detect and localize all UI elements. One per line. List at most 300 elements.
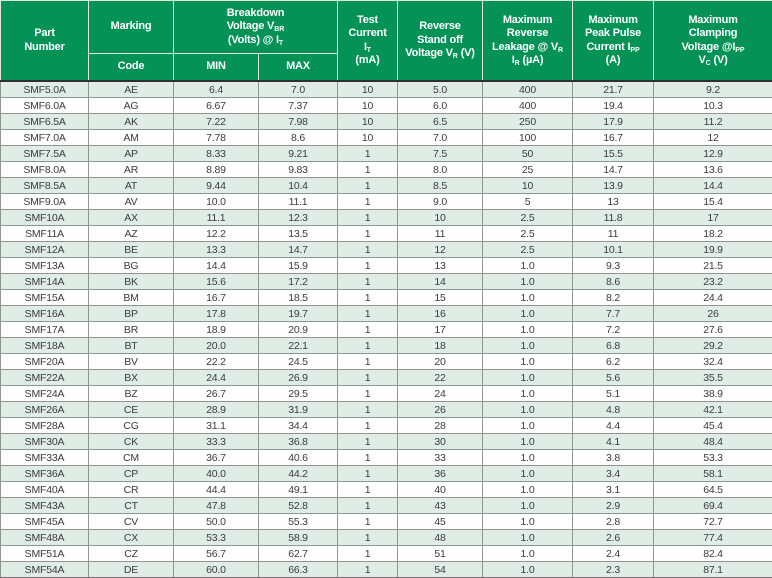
table-cell: 15.5 [573, 146, 654, 162]
table-cell: 1.0 [483, 450, 573, 466]
table-cell: 1 [338, 226, 398, 242]
table-cell: SMF51A [1, 546, 89, 562]
table-cell: BZ [89, 386, 174, 402]
table-cell: 1 [338, 178, 398, 194]
table-cell: 31.9 [259, 402, 338, 418]
table-cell: SMF26A [1, 402, 89, 418]
table-cell: SMF13A [1, 258, 89, 274]
table-cell: 17.9 [573, 114, 654, 130]
table-cell: 12 [654, 130, 772, 146]
table-cell: 17.2 [259, 274, 338, 290]
table-row [1, 306, 772, 322]
table-cell: 1.0 [483, 322, 573, 338]
table-cell: 1.0 [483, 370, 573, 386]
table-cell: 11 [398, 226, 483, 242]
table-cell: 1 [338, 194, 398, 210]
col-header-max-clamping: Maximum Clamping Voltage $@I_{PP}$ $V_C$ (V) [654, 1, 772, 82]
table-cell: 1.0 [483, 258, 573, 274]
table-cell: 44.4 [174, 482, 259, 498]
table-cell: 14.4 [174, 258, 259, 274]
table-cell: 40 [398, 482, 483, 498]
table-cell: 42.1 [654, 402, 772, 418]
table-cell: 1 [338, 162, 398, 178]
table-cell: 36.7 [174, 450, 259, 466]
table-cell: BK [89, 274, 174, 290]
table-cell: 62.7 [259, 546, 338, 562]
table-cell: BG [89, 258, 174, 274]
table-row [1, 370, 772, 386]
table-cell: 22 [398, 370, 483, 386]
table-cell: 13.3 [174, 242, 259, 258]
table-cell: 10.3 [654, 98, 772, 114]
table-cell: CX [89, 530, 174, 546]
table-cell: 14.4 [654, 178, 772, 194]
table-cell: AE [89, 81, 174, 98]
table-row [1, 562, 772, 578]
table-cell: CK [89, 434, 174, 450]
table-cell: 16.7 [174, 290, 259, 306]
table-cell: 2.8 [573, 514, 654, 530]
table-cell: 22.1 [259, 338, 338, 354]
table-cell: 15.4 [654, 194, 772, 210]
table-cell: 2.4 [573, 546, 654, 562]
table-cell: SMF5.0A [1, 81, 89, 98]
table-cell: 1.0 [483, 274, 573, 290]
table-cell: 5.6 [573, 370, 654, 386]
table-cell: 1.0 [483, 354, 573, 370]
table-cell: 13.5 [259, 226, 338, 242]
table-cell: 7.37 [259, 98, 338, 114]
table-cell: SMF6.5A [1, 114, 89, 130]
table-cell: 7.22 [174, 114, 259, 130]
table-cell: 72.7 [654, 514, 772, 530]
table-cell: 10.1 [573, 242, 654, 258]
table-cell: 1.0 [483, 402, 573, 418]
table-cell: 5.1 [573, 386, 654, 402]
table-cell: 17 [398, 322, 483, 338]
table-cell: 17.8 [174, 306, 259, 322]
table-cell: 36 [398, 466, 483, 482]
table-cell: 1 [338, 402, 398, 418]
table-cell: 1 [338, 450, 398, 466]
table-cell: 1 [338, 370, 398, 386]
table-row [1, 434, 772, 450]
table-cell: DE [89, 562, 174, 578]
table-cell: 7.0 [398, 130, 483, 146]
table-cell: 54 [398, 562, 483, 578]
table-cell: 5.0 [398, 81, 483, 98]
table-cell: 50.0 [174, 514, 259, 530]
table-cell: 9.83 [259, 162, 338, 178]
table-cell: 14 [398, 274, 483, 290]
table-cell: 66.3 [259, 562, 338, 578]
table-cell: CP [89, 466, 174, 482]
table-cell: SMF10A [1, 210, 89, 226]
table-cell: AK [89, 114, 174, 130]
table-cell: 26 [654, 306, 772, 322]
table-cell: 33 [398, 450, 483, 466]
table-cell: BR [89, 322, 174, 338]
table-cell: AX [89, 210, 174, 226]
table-cell: BM [89, 290, 174, 306]
table-cell: 10 [338, 81, 398, 98]
table-cell: 10 [338, 114, 398, 130]
table-row [1, 194, 772, 210]
table-cell: 1 [338, 290, 398, 306]
table-cell: CR [89, 482, 174, 498]
table-cell: 2.5 [483, 226, 573, 242]
table-cell: 51 [398, 546, 483, 562]
table-cell: 87.1 [654, 562, 772, 578]
table-cell: 38.9 [654, 386, 772, 402]
col-header-max-reverse-leakage: Maximum Reverse Leakage @ $V_R$ $I_R$ (µA) [483, 1, 573, 82]
table-body [1, 81, 772, 578]
table-cell: 9.0 [398, 194, 483, 210]
table-cell: 20 [398, 354, 483, 370]
table-cell: 3.4 [573, 466, 654, 482]
table-cell: BV [89, 354, 174, 370]
col-subheader-max: MAX [259, 54, 338, 82]
table-cell: 19.4 [573, 98, 654, 114]
table-cell: 58.9 [259, 530, 338, 546]
table-cell: SMF11A [1, 226, 89, 242]
table-cell: 1 [338, 498, 398, 514]
table-row [1, 338, 772, 354]
table-cell: SMF7.0A [1, 130, 89, 146]
table-cell: 15.9 [259, 258, 338, 274]
table-cell: 53.3 [654, 450, 772, 466]
table-cell: 8.0 [398, 162, 483, 178]
table-cell: SMF43A [1, 498, 89, 514]
col-header-reverse-standoff: Reverse Stand off Voltage $V_R$ (V) [398, 1, 483, 82]
table-cell: 11.2 [654, 114, 772, 130]
table-cell: SMF12A [1, 242, 89, 258]
table-cell: 10 [338, 130, 398, 146]
table-cell: SMF17A [1, 322, 89, 338]
table-cell: 34.4 [259, 418, 338, 434]
table-cell: 2.5 [483, 210, 573, 226]
table-cell: 1 [338, 210, 398, 226]
table-cell: 10 [338, 98, 398, 114]
table-cell: 26 [398, 402, 483, 418]
table-cell: 21.7 [573, 81, 654, 98]
table-cell: 28.9 [174, 402, 259, 418]
table-cell: 16.7 [573, 130, 654, 146]
table-row [1, 322, 772, 338]
table-row [1, 114, 772, 130]
table-cell: 35.5 [654, 370, 772, 386]
table-cell: 1.0 [483, 434, 573, 450]
table-cell: SMF36A [1, 466, 89, 482]
table-cell: 400 [483, 81, 573, 98]
table-cell: 1 [338, 530, 398, 546]
table-cell: CV [89, 514, 174, 530]
table-cell: 6.4 [174, 81, 259, 98]
table-cell: 1.0 [483, 338, 573, 354]
table-row [1, 162, 772, 178]
table-cell: 1.0 [483, 514, 573, 530]
table-cell: SMF48A [1, 530, 89, 546]
table-cell: 9.3 [573, 258, 654, 274]
table-cell: 13.9 [573, 178, 654, 194]
table-cell: 45.4 [654, 418, 772, 434]
table-cell: 1 [338, 146, 398, 162]
table-cell: 6.5 [398, 114, 483, 130]
table-cell: 31.1 [174, 418, 259, 434]
table-cell: 69.4 [654, 498, 772, 514]
table-cell: SMF8.0A [1, 162, 89, 178]
table-cell: 5 [483, 194, 573, 210]
table-cell: CM [89, 450, 174, 466]
table-cell: 1 [338, 546, 398, 562]
table-cell: 2.5 [483, 242, 573, 258]
table-cell: 20.9 [259, 322, 338, 338]
col-header-test-current: Test Current $I_T$ (mA) [338, 1, 398, 82]
table-cell: SMF40A [1, 482, 89, 498]
table-cell: 18.2 [654, 226, 772, 242]
col-header-marking: Marking [89, 1, 174, 54]
table-cell: 18.9 [174, 322, 259, 338]
table-cell: BP [89, 306, 174, 322]
table-cell: CG [89, 418, 174, 434]
table-cell: AG [89, 98, 174, 114]
table-cell: CZ [89, 546, 174, 562]
table-cell: 7.7 [573, 306, 654, 322]
table-cell: 40.6 [259, 450, 338, 466]
table-cell: 8.33 [174, 146, 259, 162]
table-cell: SMF6.0A [1, 98, 89, 114]
table-cell: 4.1 [573, 434, 654, 450]
col-subheader-min: MIN [174, 54, 259, 82]
table-cell: 1.0 [483, 482, 573, 498]
table-cell: 8.5 [398, 178, 483, 194]
table-cell: 8.6 [573, 274, 654, 290]
table-cell: 6.67 [174, 98, 259, 114]
table-cell: 53.3 [174, 530, 259, 546]
table-cell: SMF20A [1, 354, 89, 370]
col-header-part-number: Part Number [1, 1, 89, 82]
table-row [1, 130, 772, 146]
table-cell: 12 [398, 242, 483, 258]
table-cell: AV [89, 194, 174, 210]
table-cell: SMF54A [1, 562, 89, 578]
table-cell: 7.78 [174, 130, 259, 146]
table-cell: 1 [338, 466, 398, 482]
table-cell: 24.4 [654, 290, 772, 306]
table-cell: 1.0 [483, 290, 573, 306]
table-cell: 12.2 [174, 226, 259, 242]
table-cell: 10.4 [259, 178, 338, 194]
table-cell: 10 [483, 178, 573, 194]
table-cell: SMF24A [1, 386, 89, 402]
table-cell: 8.6 [259, 130, 338, 146]
table-cell: 6.8 [573, 338, 654, 354]
table-row [1, 450, 772, 466]
table-cell: 24.5 [259, 354, 338, 370]
table-row [1, 498, 772, 514]
table-row [1, 418, 772, 434]
table-row [1, 402, 772, 418]
table-cell: 12.9 [654, 146, 772, 162]
table-cell: 24 [398, 386, 483, 402]
col-header-max-peak-pulse: Maximum Peak Pulse Current $I_{PP}$ (A) [573, 1, 654, 82]
table-cell: 43 [398, 498, 483, 514]
table-cell: 6.2 [573, 354, 654, 370]
table-cell: BX [89, 370, 174, 386]
table-cell: 17 [654, 210, 772, 226]
table-cell: 14.7 [573, 162, 654, 178]
table-cell: 1 [338, 418, 398, 434]
table-row [1, 226, 772, 242]
table-cell: 15.6 [174, 274, 259, 290]
table-row [1, 81, 772, 98]
table-cell: 48.4 [654, 434, 772, 450]
table-cell: 45 [398, 514, 483, 530]
table-cell: 44.2 [259, 466, 338, 482]
table-row [1, 482, 772, 498]
table-cell: 1.0 [483, 546, 573, 562]
table-cell: 11.1 [174, 210, 259, 226]
col-subheader-code: Code [89, 54, 174, 82]
table-cell: SMF15A [1, 290, 89, 306]
table-cell: 30 [398, 434, 483, 450]
table-cell: 1.0 [483, 418, 573, 434]
table-cell: 11.8 [573, 210, 654, 226]
table-row [1, 466, 772, 482]
table-cell: 1 [338, 386, 398, 402]
table-cell: 10.0 [174, 194, 259, 210]
table-cell: 64.5 [654, 482, 772, 498]
table-cell: 7.0 [259, 81, 338, 98]
table-cell: 13.6 [654, 162, 772, 178]
table-cell: 2.9 [573, 498, 654, 514]
table-cell: 14.7 [259, 242, 338, 258]
table-cell: 1 [338, 482, 398, 498]
table-row [1, 146, 772, 162]
table-cell: AR [89, 162, 174, 178]
table-cell: 28 [398, 418, 483, 434]
table-row [1, 258, 772, 274]
table-cell: 400 [483, 98, 573, 114]
table-cell: 58.1 [654, 466, 772, 482]
table-cell: 11 [573, 226, 654, 242]
table-cell: 29.2 [654, 338, 772, 354]
table-cell: 40.0 [174, 466, 259, 482]
table-cell: SMF45A [1, 514, 89, 530]
table-cell: 10 [398, 210, 483, 226]
table-cell: 25 [483, 162, 573, 178]
table-row [1, 274, 772, 290]
table-cell: 1.0 [483, 386, 573, 402]
table-cell: SMF9.0A [1, 194, 89, 210]
table-cell: 1 [338, 306, 398, 322]
table-cell: 7.2 [573, 322, 654, 338]
table-cell: 1 [338, 514, 398, 530]
table-row [1, 290, 772, 306]
table-cell: 3.8 [573, 450, 654, 466]
table-cell: 16 [398, 306, 483, 322]
table-cell: 3.1 [573, 482, 654, 498]
table-cell: AP [89, 146, 174, 162]
table-cell: 1 [338, 354, 398, 370]
table-cell: 36.8 [259, 434, 338, 450]
table-cell: 26.7 [174, 386, 259, 402]
table-cell: 4.4 [573, 418, 654, 434]
table-cell: 9.44 [174, 178, 259, 194]
table-cell: 27.6 [654, 322, 772, 338]
table-cell: 1 [338, 242, 398, 258]
table-cell: 11.1 [259, 194, 338, 210]
table-cell: 48 [398, 530, 483, 546]
table-cell: SMF28A [1, 418, 89, 434]
table-cell: 1.0 [483, 530, 573, 546]
table-row [1, 546, 772, 562]
table-cell: CE [89, 402, 174, 418]
table-cell: 12.3 [259, 210, 338, 226]
table-cell: 15 [398, 290, 483, 306]
table-cell: 250 [483, 114, 573, 130]
table-row [1, 242, 772, 258]
table-cell: SMF16A [1, 306, 89, 322]
table-cell: 8.89 [174, 162, 259, 178]
table-cell: 6.0 [398, 98, 483, 114]
table-cell: 55.3 [259, 514, 338, 530]
table-row [1, 178, 772, 194]
table-cell: 9.2 [654, 81, 772, 98]
table-cell: 1 [338, 562, 398, 578]
table-cell: 1.0 [483, 466, 573, 482]
table-cell: SMF18A [1, 338, 89, 354]
table-cell: 19.9 [654, 242, 772, 258]
table-cell: 1 [338, 434, 398, 450]
table-cell: 18.5 [259, 290, 338, 306]
table-cell: 8.2 [573, 290, 654, 306]
table-cell: 7.5 [398, 146, 483, 162]
table-cell: SMF33A [1, 450, 89, 466]
table-cell: 1 [338, 338, 398, 354]
table-cell: 9.21 [259, 146, 338, 162]
table-cell: 18 [398, 338, 483, 354]
table-cell: 50 [483, 146, 573, 162]
table-cell: 33.3 [174, 434, 259, 450]
table-row [1, 514, 772, 530]
table-cell: 47.8 [174, 498, 259, 514]
table-cell: SMF7.5A [1, 146, 89, 162]
table-cell: 32.4 [654, 354, 772, 370]
table-cell: BT [89, 338, 174, 354]
table-row [1, 530, 772, 546]
table-cell: 4.8 [573, 402, 654, 418]
table-cell: 2.6 [573, 530, 654, 546]
table-cell: 13 [573, 194, 654, 210]
table-cell: 1 [338, 258, 398, 274]
table-cell: AM [89, 130, 174, 146]
table-cell: AT [89, 178, 174, 194]
table-cell: 2.3 [573, 562, 654, 578]
table-cell: 56.7 [174, 546, 259, 562]
table-cell: 26.9 [259, 370, 338, 386]
table-cell: 1.0 [483, 562, 573, 578]
table-cell: SMF14A [1, 274, 89, 290]
table-row [1, 386, 772, 402]
table-cell: 100 [483, 130, 573, 146]
table-cell: SMF22A [1, 370, 89, 386]
table-header [1, 1, 772, 82]
table-cell: 82.4 [654, 546, 772, 562]
table-cell: 1 [338, 274, 398, 290]
table-cell: 7.98 [259, 114, 338, 130]
table-cell: 19.7 [259, 306, 338, 322]
